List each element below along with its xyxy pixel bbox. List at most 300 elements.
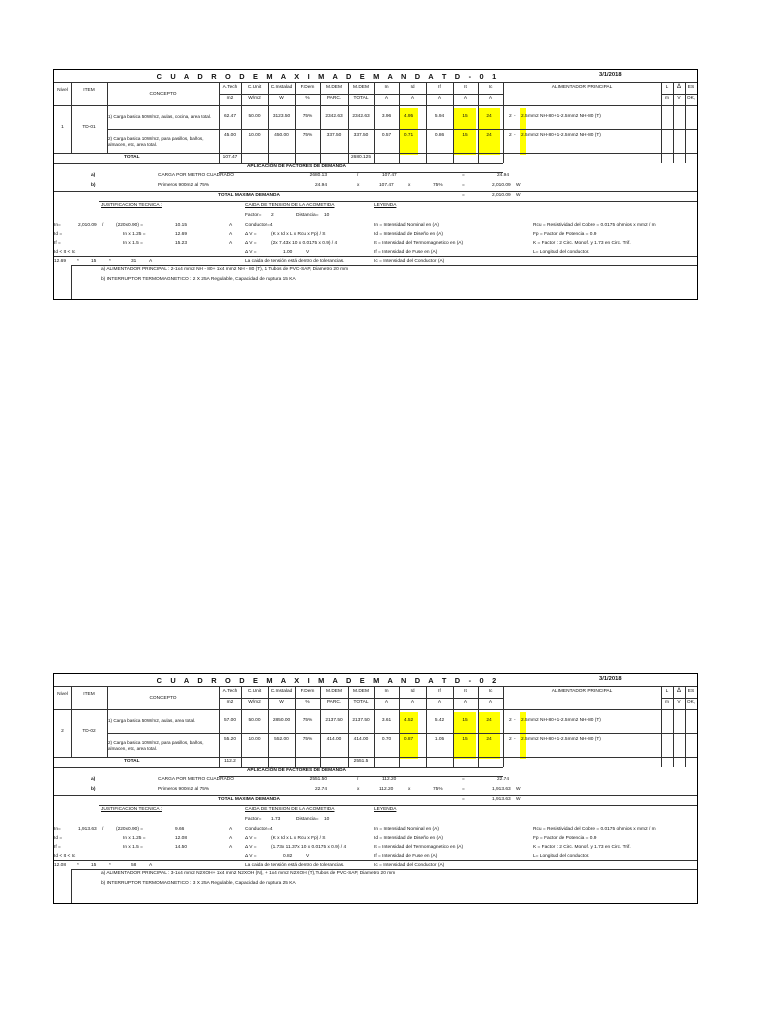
hdr-mdem1: M.DEM — [326, 85, 342, 90]
caida-heading: CAIDA DE TENSION DE LA ACOMETIDA — [245, 203, 335, 208]
factor-b-label: b) — [91, 183, 96, 188]
hdr-m: m — [665, 96, 669, 101]
demand-sheet-td02 — [53, 673, 698, 904]
grid-line — [295, 686, 296, 767]
just-id-value: 12.69 — [175, 232, 188, 237]
leyenda-heading: LEYENDA — [374, 203, 397, 208]
ley-if: If = Intensidad de Fuse en (A) — [374, 854, 438, 859]
row1-alimentador: mm2 NH-80+1-2.5mm2 NH-80 (T) — [528, 718, 601, 723]
factor-a-result: 24.94 — [497, 173, 510, 178]
hdr-cunit: C.Unit — [247, 85, 262, 90]
row1-concepto: 1) Carga basica 50W/m2, aulas, area total. — [108, 718, 196, 723]
item-value: TD-02 — [82, 729, 96, 734]
grid-line — [685, 686, 686, 767]
row2-cinst: 552.00 — [274, 737, 289, 742]
grid-line — [320, 686, 321, 767]
caida-distancia-label: Distancia= — [296, 213, 319, 218]
row2-dash: - — [514, 737, 516, 742]
hdr-pct: % — [305, 96, 310, 101]
grid-line — [54, 757, 697, 758]
grid-line — [99, 805, 697, 806]
caida-ok: La caida de tensión está dentro de tolerancias. — [245, 259, 345, 264]
total-max-unit: W — [516, 193, 521, 198]
hdr-l: L — [665, 689, 669, 694]
row1-circ: 2 — [509, 718, 512, 723]
hdr-es: ES — [687, 85, 695, 90]
ley-it: It = Intensidad del Termomagnetico en (A) — [374, 845, 464, 850]
row2-mparc: 337.50 — [326, 133, 342, 138]
row2-circ: 2 — [509, 133, 512, 138]
item-value: TD-01 — [82, 125, 96, 130]
row2-id: 0.87 — [403, 737, 414, 742]
just-last-unit: A — [149, 259, 153, 264]
factor-b-v2: 107.47 — [379, 183, 394, 188]
just-if-label: If = — [54, 845, 61, 850]
grid-line — [685, 82, 686, 163]
ley-rcu: Rcu = Resistividad del Cobre = 0.0175 ohmios x mm2 / m — [533, 223, 656, 228]
just-id-label: Id = — [54, 232, 63, 237]
grid-line — [71, 869, 72, 903]
hdr-nivel: Nivel — [57, 692, 68, 697]
just-in-denom: (220x0.90) = — [116, 223, 144, 228]
row1-mparc: 2342.63 — [325, 114, 343, 119]
just-last-ic: 31 — [131, 259, 137, 264]
factor-b-text: Primeros 900m2 al 75% — [158, 183, 210, 188]
row1-area: 62.47 — [223, 114, 236, 119]
row1-section: 2.5 — [521, 718, 528, 723]
hdr-cunit: C.Unit — [247, 689, 262, 694]
grid-line — [348, 82, 349, 163]
row2-mtotal: 337.50 — [353, 133, 369, 138]
hdr-alimentador: ALIMENTADOR PRINCIPAL — [551, 85, 613, 90]
total-area: 112.2 — [224, 759, 236, 764]
caida-dv1-label: Δ V = — [245, 836, 257, 841]
grid-line — [241, 686, 242, 767]
just-id-formula: In x 1.25 = — [123, 836, 146, 841]
factor-b-label: b) — [91, 787, 96, 792]
grid-line — [219, 172, 503, 173]
sheet-date: 3/1/2018 — [599, 676, 622, 682]
grid-line — [478, 686, 479, 767]
ley-fp: Fp = Factor de Potencia = 0.9 — [533, 836, 597, 841]
grid-line — [71, 686, 72, 757]
row2-concepto: 2) Carga basica 10W/m2, para pasillos, baños, almacen, etc, area total. — [108, 136, 204, 147]
just-if-label: If = — [54, 241, 61, 246]
hdr-atech: A.Tech — [222, 689, 238, 694]
op-x-1: x — [357, 787, 360, 792]
total-mdem: 2551.5 — [353, 759, 369, 764]
just-star-1: * — [77, 863, 79, 868]
grid-line — [426, 686, 427, 767]
op-eq-b: = — [462, 183, 465, 188]
carga-m2-label: CARGA POR METRO CUADRADO — [158, 777, 234, 782]
grid-line — [107, 733, 697, 734]
hdr-w: W — [279, 700, 284, 705]
grid-line — [295, 82, 296, 163]
just-if-formula: In x 1.5 = — [123, 241, 143, 246]
row1-alimentador: mm2 NH-80+1-2.5mm2 NH-80 (T) — [528, 114, 601, 119]
row1-if: 5.42 — [434, 718, 445, 723]
row2-in: 0.70 — [381, 737, 392, 742]
factor-b-v1: 22.74 — [314, 787, 327, 792]
row1-cinst: 2850.00 — [272, 718, 291, 723]
factor-b-unit: W — [516, 787, 521, 792]
just-idic-label: Id < It < Ic — [54, 250, 76, 255]
hdr-fdem: F.Dem — [300, 85, 315, 90]
row2-area: 45.00 — [223, 133, 236, 138]
total-max-label: TOTAL MAXIMA DEMANDA — [218, 797, 280, 802]
just-last-id: 12.08 — [54, 863, 67, 868]
row1-id: 4.52 — [403, 718, 414, 723]
factor-b-result: 2,010.09 — [492, 183, 511, 188]
caida-dv2-label: Δ V = — [245, 845, 257, 850]
note-interruptor: b) INTERRUPTOR TERMOMAGNETICO : 3 X 25A Regulable, Capacidad de ruptura 25 KA — [101, 881, 296, 886]
op-x-2: x — [408, 787, 411, 792]
hdr-if: If — [438, 85, 441, 90]
op-eq-b: = — [462, 787, 465, 792]
hdr-mdem2: M.DEM — [353, 85, 369, 90]
just-in-unit: A — [229, 223, 233, 228]
total-label: TOTAL — [124, 759, 140, 764]
hdr-concepto: CONCEPTO — [149, 696, 177, 701]
grid-line — [320, 82, 321, 163]
op-eq-c: = — [462, 193, 465, 198]
caida-dv-unit: V — [306, 250, 310, 255]
grid-line — [399, 686, 400, 767]
just-id-value: 12.08 — [175, 836, 188, 841]
grid-line — [673, 686, 674, 767]
factor-b-unit: W — [516, 183, 521, 188]
hdr-l: L — [665, 85, 669, 90]
grid-line — [673, 82, 674, 163]
row2-dash: - — [514, 133, 516, 138]
hdr-atech: A.Tech — [222, 85, 238, 90]
just-last-it: 15 — [91, 259, 97, 264]
sheet-title: C U A D R O D E M A X I M A D E M A N D A T D - 0 2 — [156, 676, 500, 685]
op-eq-a: = — [462, 173, 465, 178]
grid-line — [219, 82, 220, 163]
grid-line — [241, 82, 242, 163]
row1-it: 15 — [462, 114, 468, 119]
just-id-label: Id = — [54, 836, 63, 841]
factor-a-result: 22.74 — [497, 777, 510, 782]
ley-in: In = Intensidad Nominal en (A) — [374, 223, 439, 228]
row1-cunit: 50.00 — [248, 718, 261, 723]
ley-ic: Ic = Intensidad del Conductor (A) — [374, 259, 445, 264]
grid-line — [268, 82, 269, 163]
hdr-if: If — [438, 689, 441, 694]
row1-cunit: 50.00 — [248, 114, 261, 119]
carga-m2-label: CARGA POR METRO CUADRADO — [158, 173, 234, 178]
hdr-it: It — [464, 689, 467, 694]
hdr-wm2: W/m2 — [248, 700, 261, 705]
row2-id: 0.71 — [403, 133, 414, 138]
row2-circ: 2 — [509, 737, 512, 742]
grid-line — [219, 776, 503, 777]
sheet-title: C U A D R O D E M A X I M A D E M A N D A T D - 0 1 — [156, 72, 500, 81]
op-div: / — [357, 777, 359, 782]
row2-mtotal: 414.00 — [353, 737, 369, 742]
row1-circ: 2 — [509, 114, 512, 119]
just-star-2: * — [109, 259, 111, 264]
caida-factor-label: Factor= — [245, 213, 262, 218]
row1-it: 15 — [462, 718, 468, 723]
factor-a-label: a) — [91, 777, 96, 782]
caida-conductor: Conductor=4 — [245, 223, 273, 228]
aplicacion-heading: APLICACIÓN DE FACTORES DE DEMANDA — [246, 164, 347, 169]
just-if-unit: A — [229, 241, 233, 246]
row1-if: 5.94 — [434, 114, 445, 119]
grid-line — [661, 94, 697, 95]
ley-fp: Fp = Factor de Potencia = 0.9 — [533, 232, 597, 237]
grid-line — [71, 265, 697, 266]
nivel-value: 2 — [61, 729, 64, 734]
row2-area: 55.20 — [223, 737, 236, 742]
row2-mparc: 414.00 — [326, 737, 342, 742]
just-if-unit: A — [229, 845, 233, 850]
hdr-ic: Ic — [488, 85, 493, 90]
demand-sheet-td01 — [53, 69, 698, 300]
sheet-date: 3/1/2018 — [599, 72, 622, 78]
aplicacion-heading: APLICACIÓN DE FACTORES DE DEMANDA — [246, 768, 347, 773]
row2-it: 15 — [462, 737, 468, 742]
row2-section: 2.5 — [521, 737, 528, 742]
hdr-wm2: W/m2 — [248, 96, 261, 101]
ley-l: L= Longitud del conductor. — [533, 250, 590, 255]
caida-formula: (K x Id x L x Rcu x Fp) / S — [271, 836, 326, 841]
just-if-value: 14.50 — [175, 845, 188, 850]
grid-line — [348, 686, 349, 767]
hdr-ic: Ic — [488, 689, 493, 694]
leyenda-heading: LEYENDA — [374, 807, 397, 812]
just-star-2: * — [109, 863, 111, 868]
grid-line — [219, 698, 503, 699]
row1-dash: - — [514, 718, 516, 723]
just-last-it: 15 — [91, 863, 97, 868]
hdr-pct: % — [305, 700, 310, 705]
ley-ic: Ic = Intensidad del Conductor (A) — [374, 863, 445, 868]
grid-line — [453, 686, 454, 767]
hdr-ok: OK, — [686, 700, 696, 705]
just-in-value: 10.15 — [175, 223, 188, 228]
hdr-mdem1: M.DEM — [326, 689, 342, 694]
caida-distancia-value: 10 — [324, 213, 330, 218]
hdr-total: TOTAL — [353, 96, 369, 101]
row1-fdem: 75% — [302, 718, 313, 723]
op-x-2: x — [408, 183, 411, 188]
row2-concepto: 2) Carga basica 10W/m2, para pasillos, baños, almacen, etc, area total. — [108, 740, 204, 751]
grid-line — [71, 265, 72, 299]
caida-distancia-label: Distancia= — [296, 817, 319, 822]
grid-line — [54, 709, 697, 710]
hdr-parc: PARC. — [326, 700, 342, 705]
hdr-mdem2: M.DEM — [353, 689, 369, 694]
row2-in: 0.57 — [381, 133, 392, 138]
delta-icon: Δ — [676, 84, 681, 90]
hdr-id-a: A — [410, 96, 415, 101]
grid-line — [661, 698, 697, 699]
factor-b-pct: 75% — [433, 183, 443, 188]
grid-line — [54, 105, 697, 106]
caida-dv3-label: Δ V = — [245, 250, 257, 255]
total-label: TOTAL — [124, 155, 140, 160]
ley-id: Id = Intensidad de Diseño en (A) — [374, 232, 443, 237]
factor-a-div: 112.20 — [382, 777, 397, 782]
just-id-unit: A — [229, 836, 233, 841]
row1-id: 4.95 — [403, 114, 414, 119]
row2-it: 15 — [462, 133, 468, 138]
hdr-total: TOTAL — [353, 700, 369, 705]
grid-line — [71, 869, 697, 870]
hdr-item: ITEM — [83, 692, 95, 697]
hdr-alimentador: ALIMENTADOR PRINCIPAL — [551, 689, 613, 694]
hdr-nivel: Nivel — [57, 88, 68, 93]
just-id-formula: In x 1.25 = — [123, 232, 146, 237]
note-interruptor: b) INTERRUPTOR TERMOMAGNETICO : 2 X 25A Regulable, Capacidad de ruptura 15 KA — [101, 277, 296, 282]
factor-a-div: 107.47 — [382, 173, 397, 178]
row1-concepto: 1) Carga basica 50W/m2, aulas, cocina, area total. — [108, 114, 212, 119]
just-last-ic: 58 — [131, 863, 137, 868]
grid-line — [399, 82, 400, 163]
delta-icon: Δ — [676, 688, 681, 694]
total-max-label: TOTAL MAXIMA DEMANDA — [218, 193, 280, 198]
just-in-unit: A — [229, 827, 233, 832]
hdr-in: In — [384, 689, 389, 694]
op-div: / — [357, 173, 359, 178]
caida-formula-values: (1.73x 11.37x 10 x 0.0175 x 0.9) / 4 — [271, 845, 347, 850]
hdr-m2: m2 — [226, 700, 234, 705]
grid-line — [503, 82, 504, 163]
factor-b-pct: 75% — [433, 787, 443, 792]
factor-b-result: 1,913.63 — [492, 787, 511, 792]
total-max-unit: W — [516, 797, 521, 802]
row2-fdem: 75% — [302, 737, 313, 742]
hdr-parc: PARC. — [326, 96, 342, 101]
op-eq-c: = — [462, 797, 465, 802]
caida-factor-value: 2 — [271, 213, 274, 218]
grid-line — [54, 191, 697, 192]
hdr-m: m — [665, 700, 669, 705]
ley-k: K = Factor : 2 Circ. Monof. y 1.73 en Circ. Trif. — [533, 845, 631, 850]
justificacion-heading: JUSTIFICACION TECNICA : — [101, 203, 162, 208]
just-in-label: In= — [54, 827, 61, 832]
hdr-cinst: C.Instalad — [270, 689, 293, 694]
row2-fdem: 75% — [302, 133, 313, 138]
total-area: 107.47 — [222, 155, 238, 160]
row1-in: 3.96 — [381, 114, 392, 119]
caida-distancia-value: 10 — [324, 817, 330, 822]
grid-line — [54, 686, 697, 687]
just-in-power: 2,010.09 — [78, 223, 97, 228]
just-if-value: 15.23 — [175, 241, 188, 246]
caida-dv-unit: V — [306, 854, 310, 859]
grid-line — [268, 686, 269, 767]
hdr-es: ES — [687, 689, 695, 694]
just-last-unit: A — [149, 863, 153, 868]
grid-line — [374, 686, 375, 767]
grid-line — [219, 686, 220, 767]
factor-b-v1: 24.94 — [314, 183, 327, 188]
caida-dv3-label: Δ V = — [245, 854, 257, 859]
row2-section: 2.5 — [521, 133, 528, 138]
row1-ic: 24 — [486, 718, 492, 723]
grid-line — [54, 860, 697, 861]
row2-cunit: 10.00 — [248, 737, 261, 742]
hdr-in: In — [384, 85, 389, 90]
hdr-concepto: CONCEPTO — [149, 92, 177, 97]
hdr-it: It — [464, 85, 467, 90]
just-star-1: * — [77, 259, 79, 264]
caida-formula: (K x Id x L x Rcu x Fp) / S — [271, 232, 326, 237]
grid-line — [478, 82, 479, 163]
grid-line — [107, 129, 697, 130]
grid-line — [374, 82, 375, 163]
row1-cinst: 3123.50 — [272, 114, 291, 119]
hdr-in-a: A — [384, 700, 389, 705]
row2-ic: 24 — [486, 133, 492, 138]
just-idic-label: Id < It < Ic — [54, 854, 76, 859]
total-max-value: 2,010.09 — [492, 193, 511, 198]
grid-line — [71, 82, 72, 153]
ley-l: L= Longitud del conductor. — [533, 854, 590, 859]
just-id-unit: A — [229, 232, 233, 237]
hdr-v: V — [677, 96, 681, 101]
row1-mtotal: 2137.50 — [352, 718, 370, 723]
ley-id: Id = Intensidad de Diseño en (A) — [374, 836, 443, 841]
grid-line — [219, 94, 503, 95]
caida-conductor: Conductor=4 — [245, 827, 273, 832]
total-max-value: 1,913.63 — [492, 797, 511, 802]
hdr-id: Id — [410, 689, 415, 694]
grid-line — [453, 82, 454, 163]
nivel-value: 1 — [61, 125, 64, 130]
row2-cinst: 450.00 — [274, 133, 289, 138]
just-last-id: 12.69 — [54, 259, 67, 264]
hdr-ic-a: A — [488, 700, 493, 705]
note-alimentador: a) ALIMENTADOR PRINCIPAL : 2-1x4 mm2 NH - 80+ 1x4 mm2 NH - 80 (T), 1 Tubos de PVC-SAP, Diametro 20 mm — [101, 267, 349, 272]
just-in-slash: / — [102, 827, 104, 832]
just-in-slash: / — [102, 223, 104, 228]
hdr-ok: OK, — [686, 96, 696, 101]
row2-if: 1.05 — [434, 737, 445, 742]
row1-area: 57.00 — [223, 718, 236, 723]
caida-factor-label: Factor= — [245, 817, 262, 822]
row2-alimentador: mm2 NH-80+1-2.5mm2 NH-80 (T) — [528, 737, 601, 742]
ley-rcu: Rcu = Resistividad del Cobre = 0.0175 ohmios x mm2 / m — [533, 827, 656, 832]
grid-line — [54, 256, 697, 257]
caida-dv2-label: Δ V = — [245, 241, 257, 246]
row2-ic: 24 — [486, 737, 492, 742]
hdr-ic-a: A — [488, 96, 493, 101]
hdr-id-a: A — [410, 700, 415, 705]
row2-cunit: 10.00 — [248, 133, 261, 138]
row1-dash: - — [514, 114, 516, 119]
just-in-power: 1,913.63 — [78, 827, 97, 832]
hdr-it-a: A — [463, 96, 468, 101]
caida-dv-value: 0.82 — [283, 854, 293, 859]
just-in-value: 9.66 — [175, 827, 185, 832]
hdr-item: ITEM — [83, 88, 95, 93]
row1-fdem: 75% — [302, 114, 313, 119]
hdr-m2: m2 — [226, 96, 234, 101]
caida-heading: CAIDA DE TENSION DE LA ACOMETIDA — [245, 807, 335, 812]
row1-mtotal: 2342.63 — [352, 114, 370, 119]
hdr-if-a: A — [437, 96, 442, 101]
ley-it: It = Intensidad del Termomagnetico en (A) — [374, 241, 464, 246]
op-x-1: x — [357, 183, 360, 188]
caida-factor-value: 1.73 — [271, 817, 281, 822]
hdr-w: W — [279, 96, 284, 101]
